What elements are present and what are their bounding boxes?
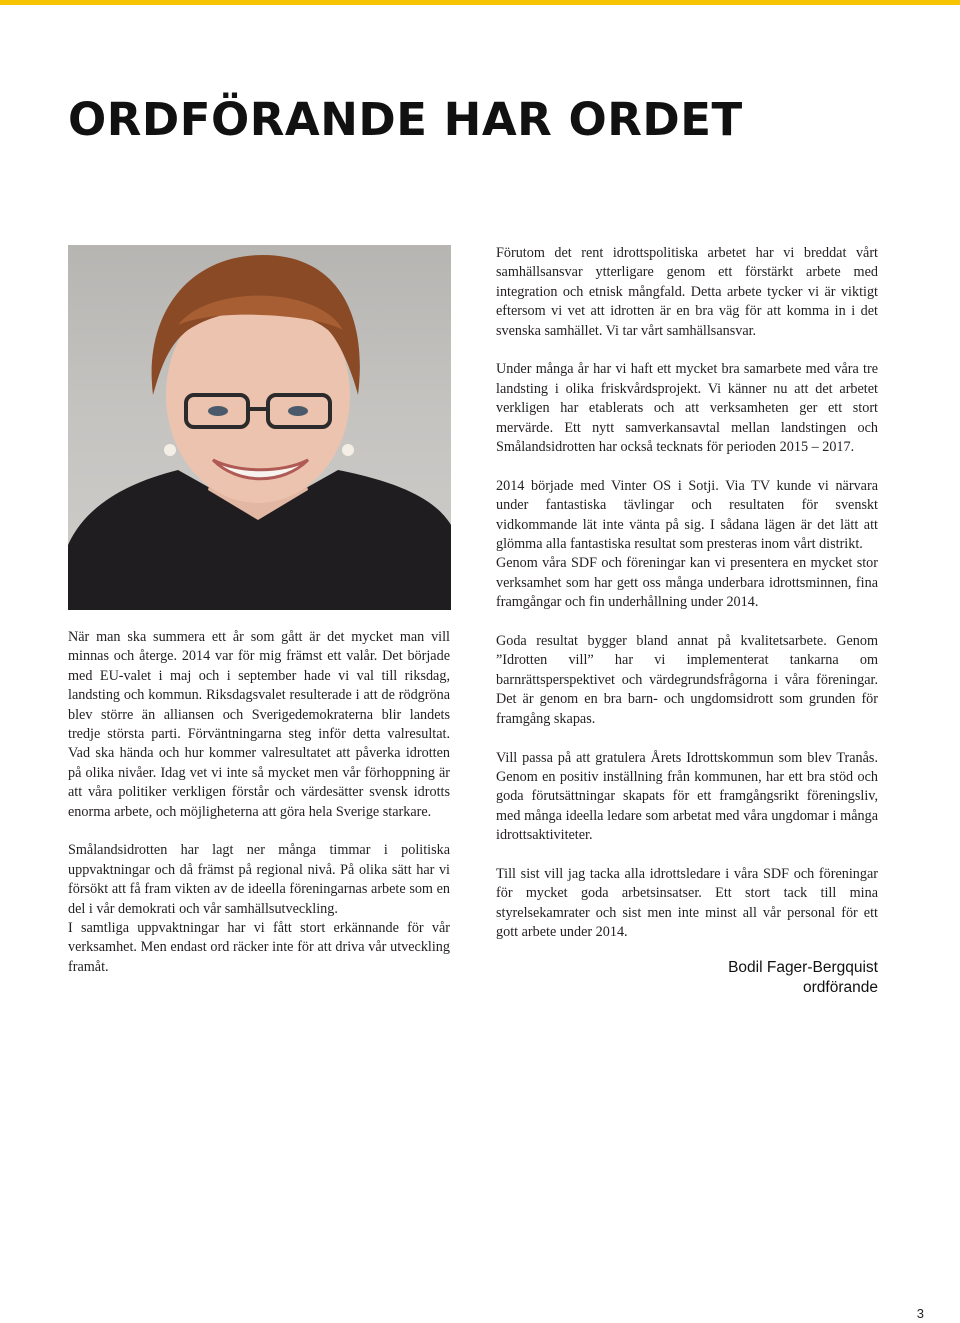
paragraph: I samtliga uppvaktningar har vi fått stort erkännande för vår verksamhet. Men endast ord räcker inte för att driva vår utveckling framåt. xyxy=(68,920,450,975)
left-text-column xyxy=(68,628,450,997)
paragraph: Goda resultat bygger bland annat på kvalitetsarbete. Genom ”Idrotten vill” har vi implementerat tankarna om barnrättsperspektivet och värdegrundsfrågorna i våra föreningar. Det är genom en bra barn- och ungdomsidrott som grunden för framgång skapas. xyxy=(496,633,878,727)
right-text-column xyxy=(496,244,878,962)
portrait-photo-icon xyxy=(68,245,451,610)
paragraph: 2014 började med Vinter OS i Sotji. Via TV kunde vi närvara under fantastiska tävlingar och resultaten för svenskt vidkommande lät inte vänta på sig. I sådana lägen är det lätt att glömma alla fantastiska resultat som presteras inom vårt distrikt. xyxy=(496,477,878,553)
paragraph: Smålandsidrotten har lagt ner många timmar i politiska uppvaktningar och då främst på regional nivå. På olika sätt har vi försökt att få fram vikten av de ideella föreningarnas arbete som en del i vår demokrati och vår samhällsutveckling. xyxy=(68,842,450,917)
page-number: 3 xyxy=(916,1306,924,1321)
signature-block xyxy=(728,958,878,998)
paragraph: Till sist vill jag tacka alla idrottsledare i våra SDF och föreningar för mycket goda arbetsinsatser. Ett stort tack till mina styrelsekamrater och sist men inte minst all vår personal för ett gott arbete under 2014. xyxy=(496,865,878,941)
top-accent-bar xyxy=(0,0,960,5)
page-title: ORDFÖRANDE HAR ORDET xyxy=(68,93,743,146)
paragraph: Under många år har vi haft ett mycket bra samarbete med våra tre landsting i olika friskvårdsprojekt. Vi känner nu att det arbetet verkligen har etablerats och att verksamheten ger ett stort mervärde. Ett nytt samverkansavtal mellan landstingen och Smålandsidrotten har också tecknats för perioden 2015 – 2017. xyxy=(496,361,878,456)
paragraph: Genom våra SDF och föreningar kan vi presentera en mycket stor verksamhet som har gett oss många underbara idrottsminnen, fina framgångar och fin underhållning under 2014. xyxy=(496,555,878,611)
signature-name: Bodil Fager-Bergquist xyxy=(728,959,878,976)
portrait-photo xyxy=(68,245,451,610)
paragraph: När man ska summera ett år som gått är det mycket man vill minnas och återge. 2014 var för mig främst ett valår. Det började med EU-valet i maj och i september hade vi val till riksdag, landsting och kommun. Riksdagsvalet resulterade i att de rödgröna blev större än alliansen och Sverigedemokraterna blir landets tredje största parti. Förväntningarna steg inför detta valresultat. Vad ska hända och hur kommer valresultatet att påverka idrotten på olika nivåer. Idag vet vi inte så mycket men vår förhoppning är att våra politiker verkligen förstår och värdesätter svensk idrotts enorma arbete, och möjligheterna att göra hela Sverige starkare. xyxy=(68,629,450,820)
signature-role: ordförande xyxy=(803,979,878,996)
paragraph: Vill passa på att gratulera Årets Idrottskommun som blev Tranås. Genom en positiv inställning från kommunen, har ett bra stöd och goda förutsättningar skapats för ett framgångsrikt föreningsliv, med många ideella ledare som arbetat med våra ungdomar i många idrottsaktiviteter. xyxy=(496,749,878,844)
paragraph: Förutom det rent idrottspolitiska arbetet har vi breddat vårt samhällsansvar ytterligare genom ett förstärkt arbete med integration och etnisk mångfald. Detta arbete tycker vi är viktigt eftersom vi vet att idrotten är en bra väg för att komma in i det svenska samhället. Vi tar vårt samhällsansvar. xyxy=(496,245,878,339)
